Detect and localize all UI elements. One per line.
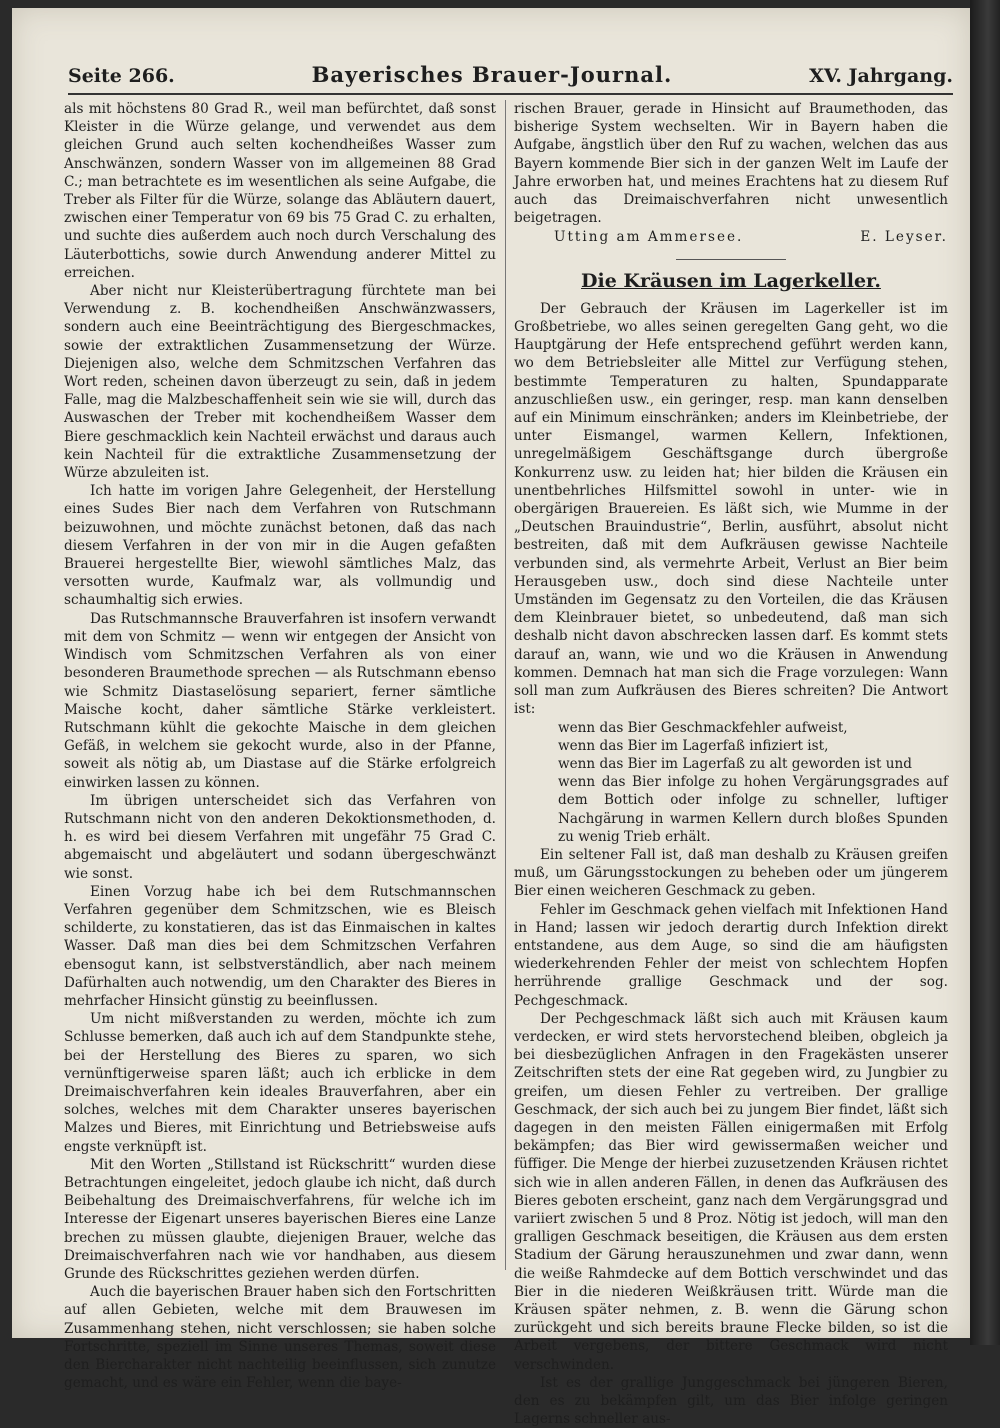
column-divider	[505, 100, 506, 1270]
answer-list	[514, 719, 948, 846]
page-header	[68, 62, 953, 92]
paragraph: Der Gebrauch der Kräusen im Lagerkeller ist im Großbetriebe, wo alles seinen geregelten Gang geht, wo die Hauptgärung der Hefe entsprechend geführt werden kann, wo dem Betriebsleiter alle Mittel zur Verfügung stehen, bestimmte Temperaturen zu halten, Spundapparate anzuschließen usw., ein geringer, resp. man kann denselben auf ein Minimum einschränken; anders im Kleinbetriebe, der unter Eismangel, warmen Kellern, Infektionen, unregelmäßigem Geschäftsgange durch übergroße Konkurrenz usw. zu leiden hat; hier bilden die Kräusen ein unentbehrliches Hilfsmittel sowohl in unter- wie in obergärigen Brauereien. Es läßt sich, wie Mumme in der „Deutschen Brauindustrie“, Berlin, ausführt, absolut nicht bestreiten, daß mit dem Aufkräusen gewisse Nachteile verbunden sind, als vermehrte Arbeit, Verlust an Bier beim Herausgeben usw., doch sind diese Nachteile unter Umständen im Gegensatz zu den Vorteilen, die das Kräusen dem Kleinbrauer bietet, so unbedeutend, daß man sich deshalb nicht davon abschrecken lassen darf. Es kommt stets darauf an, wann, wie und wo die Kräusen in Anwendung kommen. Demnach hat man sich die Frage vorzulegen: Wann soll man zum Aufkräusen des Bieres schreiten? Die Antwort ist:	[514, 300, 948, 718]
paragraph: Auch die bayerischen Brauer haben sich den Fortschritten auf allen Gebieten, welche mit dem Brauwesen im Zusammenhang stehen, nicht verschlossen; sie haben solche Fortschritte, speziell im Sinne unseres Themas, soweit diese den Biercharakter nicht nachteilig beeinflussen, sich zunutze gemacht, und es wäre ein Fehler, wenn die baye-	[64, 1284, 496, 1392]
paragraph: Einen Vorzug habe ich bei dem Rutschmannschen Verfahren gegenüber dem Schmitzschen, wie es Bleisch schilderte, zu konstatieren, das ist das Einmaischen in kaltes Wasser. Daß man dies bei dem Schmitzschen Verfahren ebensogut kann, ist selbstverständlich, aber nach meinem Dafürhalten auch notwendig, um den Charakter des Bieres in mehrfacher Hinsicht günstig zu beeinflussen.	[64, 883, 496, 1009]
paragraph: Mit den Worten „Stillstand ist Rückschritt“ wurden diese Betrachtungen eingeleitet, jedoch glaube ich nicht, daß durch Beibehaltung des Dreimaischverfahrens, für welche ich im Interesse der Eigenart unseres bayerischen Bieres eine Lanze brechen zu müssen glaubte, diejenigen Brauer, welche das Dreimaischverfahren nach wie vor handhaben, aus diesem Grunde des Rückschrittes geziehen werden dürfen.	[64, 1156, 496, 1282]
paragraph: Fehler im Geschmack gehen vielfach mit Infektionen Hand in Hand; lassen wir jedoch derartig durch Infektion direkt entstandene, aus dem Auge, so sind die am häufigsten wiederkehrenden Fehler der meist von schlechtem Hopfen herrührende grallige Geschmack und der sog. Pechgeschmack.	[514, 901, 948, 1009]
list-item: wenn das Bier Geschmackfehler aufweist,	[558, 719, 848, 736]
right-column	[514, 100, 948, 1428]
paragraph: Ist es der grallige Junggeschmack bei jüngeren Bieren, den es zu bekämpfen gilt, um das Bier infolge geringen Lagerns schneller aus-	[514, 1374, 948, 1428]
author-signature	[514, 228, 948, 246]
journal-title: Bayerisches Brauer-Journal.	[311, 62, 673, 87]
header-rule	[68, 93, 953, 95]
list-item: wenn das Bier im Lagerfaß infiziert ist,	[558, 737, 829, 754]
signature-name: E. Leyser.	[860, 229, 948, 246]
page-number: Seite 266.	[68, 65, 175, 87]
scan-border	[970, 0, 1000, 1345]
list-item: wenn das Bier infolge zu hohen Vergärungsgrades auf dem Bottich oder infolge zu schneller, luftiger Nachgärung in warmen Kellern durch bloßes Spunden zu wenig Trieb erhält.	[558, 774, 948, 845]
paragraph: Ich hatte im vorigen Jahre Gelegenheit, der Herstellung eines Sudes Bier nach dem Verfahren von Rutschmann beizuwohnen, und möchte zunächst betonen, daß das nach diesem Verfahren in der von mir in die Augen gefaßten Brauerei hergestellte Bier, wiewohl sämtliches Malz, das versotten wurde, Kaufmalz war, als vollmundig und schaumhaltig sich erwies.	[64, 483, 496, 609]
left-column	[64, 100, 496, 1392]
list-item: wenn das Bier im Lagerfaß zu alt geworden ist und	[558, 755, 912, 772]
signature-place: Utting am Ammersee.	[554, 229, 744, 246]
paragraph: Das Rutschmannsche Brauverfahren ist insofern verwandt mit dem von Schmitz — wenn wir entgegen der Ansicht von Windisch vom Schmitzschen Verfahren als von einer besonderen Braumethode sprechen — als Rutschmann ebenso wie Schmitz Diastaselösung separiert, ferner sämtliche Maische kocht, daher sämtliche Stärke verkleistert. Rutschmann kühlt die gekochte Maische in dem gleichen Gefäß, in welchem sie gekocht wurde, also in der Pfanne, soweit als nötig ab, um Diastase auf die Stärke erfolgreich einwirken lassen zu können.	[64, 610, 496, 791]
paragraph: Im übrigen unterscheidet sich das Verfahren von Rutschmann nicht von den anderen Dekoktionsmethoden, d. h. es wird bei diesem Verfahren mit ungefähr 75 Grad C. abgemaischt und abgeläutert und sodann übergeschwänzt wie sonst.	[64, 792, 496, 882]
paragraph: Aber nicht nur Kleisterübertragung fürchtete man bei Verwendung z. B. kochendheißen Anschwänzwassers, sondern auch eine Beeinträchtigung des Biergeschmackes, sowie der extraktlichen Zusammensetzung der Würze. Diejenigen also, welche dem Schmitzschen Verfahren das Wort reden, scheinen davon überzeugt zu sein, daß in jedem Falle, mag die Malzbeschaffenheit sein wie sie will, durch das Auswaschen der Treber mit kochendheißem Wasser dem Biere geschmacklich kein Nachteil erwächst und daraus auch kein Nachteil für die extraktliche Zusammensetzung der Würze abzuleiten ist.	[64, 283, 496, 482]
article-title: Die Kräusen im Lagerkeller.	[581, 269, 881, 292]
volume-label: XV. Jahrgang.	[809, 65, 953, 87]
paragraph: Ein seltener Fall ist, daß man deshalb zu Kräusen greifen muß, um Gärungsstockungen zu beheben oder um jüngerem Bier einen weicheren Geschmack zu geben.	[514, 846, 948, 900]
paragraph: rischen Brauer, gerade in Hinsicht auf Braumethoden, das bisherige System wechselten. Wir in Bayern haben die Aufgabe, ängstlich über den Ruf zu wachen, welchen das aus Bayern kommende Bier sich in der ganzen Welt im Laufe der Jahre erworben hat, und meines Erachtens hat zu diesem Ruf auch das Dreimaischverfahren nicht unwesentlich beigetragen.	[514, 101, 948, 227]
section-rule	[676, 259, 786, 260]
paragraph: als mit höchstens 80 Grad R., weil man befürchtet, daß sonst Kleister in die Würze gelange, und verwendet aus dem gleichen Grund auch selten kochendheißes Wasser zum Anschwänzen, sondern Wasser von im allgemeinen 88 Grad C.; man betrachtete es im wesentlichen als seine Aufgabe, die Treber als Filter für die Würze, solange das Abläutern dauert, zwischen einer Temperatur von 69 bis 75 Grad C. zu erhalten, und suchte dies außerdem auch noch durch Verschalung des Läuterbottichs, sowie durch Anwendung anderer Mittel zu erreichen.	[64, 101, 496, 281]
paragraph: Um nicht mißverstanden zu werden, möchte ich zum Schlusse bemerken, daß auch ich auf dem Standpunkte stehe, bei der Herstellung des Bieres zu sparen, wo sich vernünftigerweise sparen läßt; auch ich erblicke in dem Dreimaischverfahren kein ideales Brauverfahren, aber ein solches, welches mit dem Charakter unseres bayerischen Malzes und Bieres, mit Einrichtung und Betriebsweise aufs engste verknüpft ist.	[64, 1011, 496, 1155]
paragraph: Der Pechgeschmack läßt sich auch mit Kräusen kaum verdecken, er wird stets hervorstechend bleiben, obgleich ja bei diesbezüglichen Anfragen in den Fragekästen unserer Zeitschriften stets der eine Rat gegeben wird, zu Jungbier zu greifen, um diesen Fehler zu vertreiben. Der grallige Geschmack, der sich auch bei zu jungem Bier findet, läßt sich dagegen in den meisten Fällen einigermaßen mit Erfolg bekämpfen; das Bier wird gewissermaßen weicher und füffiger. Die Menge der hierbei zuzusetzenden Kräusen richtet sich wie in allen anderen Fällen, in denen das Aufkräusen des Bieres geboten erscheint, ganz nach dem Vergärungsgrad und variiert zwischen 5 und 8 Proz. Nötig ist jedoch, will man den gralligen Geschmack beseitigen, die Kräusen aus dem ersten Stadium der Gärung herauszunehmen und zwar dann, wenn die weiße Rahmdecke auf dem Bottich verschwindet und das Bier in die niederen Weißkräusen tritt. Würde man die Kräusen später nehmen, z. B. wenn die Gärung schon zurückgeht und sich bereits braune Flecke bilden, so ist die Arbeit vergebens, der bittere Geschmack wird nicht verschwinden.	[514, 1010, 948, 1373]
